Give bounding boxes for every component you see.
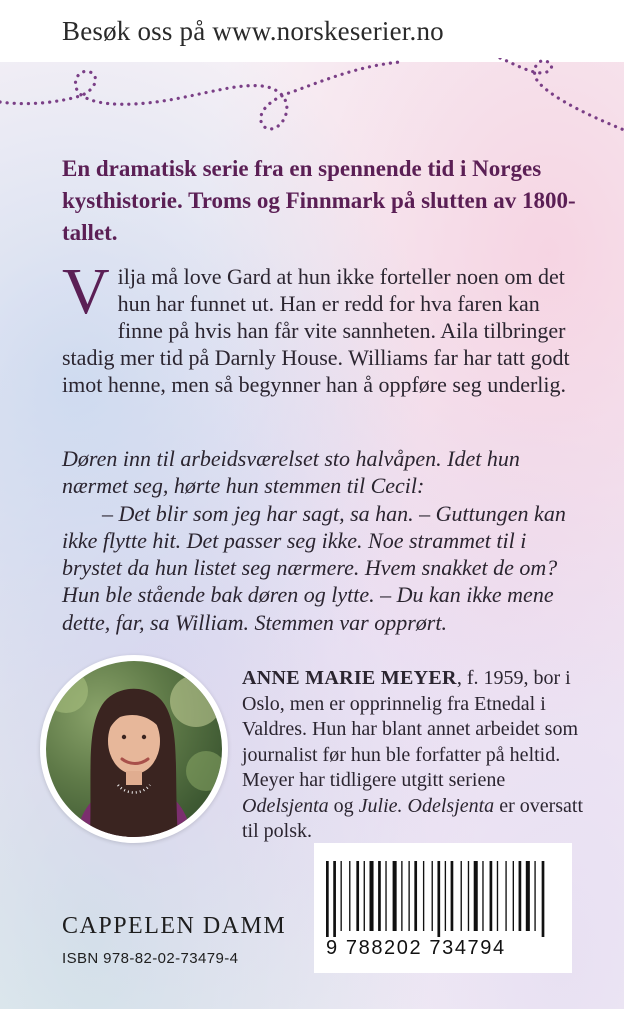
barcode-bar [408,861,409,931]
barcode-bar [349,861,350,931]
barcode-bar [505,861,506,931]
synopsis-text: ilja må love Gard at hun ikke forteller noen om det hun har funnet ut. Han er redd for hva faren kan finne på hvis han får vite sannheten. Aila tilbringer stadig mer tid på Darnly House. Williams far har tatt godt imot henne, men så begynner han å oppføre seg underlig. [62,264,570,397]
barcode-bar [468,861,469,931]
barcode-bar [370,861,374,931]
synopsis [62,255,582,398]
bio-text-end: er oversatt til polsk. [242,794,584,842]
publisher-logo: CAPPELEN DAMM [62,913,287,939]
series-intro: En dramatisk serie fra en spennende tid i Norges kysthistorie. Troms og Finnmark på slutten av 1800-tallet. [62,156,576,245]
barcode-bar [356,861,359,931]
barcode-bar [519,861,522,931]
dotted-swirl-decoration [0,58,624,148]
excerpt [62,445,582,636]
barcode-bar [474,861,478,931]
website-text: Besøk oss på www.norskeserier.no [62,16,444,46]
barcode-bar [513,861,514,931]
barcode-bar [333,861,336,937]
series-title-odelsjenta-translated: Odelsjenta [407,794,495,817]
author-name: ANNE MARIE MEYER [242,667,457,689]
barcode-bar [423,861,424,931]
bio-text-start: , f. 1959, bor i Oslo, men er opprinnelig fra Etnedal i Valdres. Hun har blant annet arbeidet som journalist før hun ble forfatter på heltid. Meyer har tidligere utgitt seriene [242,667,579,791]
barcode-bar [326,861,329,937]
series-title-odelsjenta: Odelsjenta [242,794,329,817]
barcode-bar [414,861,417,931]
series-title-julie: Julie. [358,794,403,817]
barcode [314,843,572,973]
barcode-bar [393,861,397,931]
author-portrait-illustration [46,661,222,837]
isbn: ISBN 978-82-02-73479-4 [62,950,239,967]
barcode-number: 9 788202 734794 [326,937,506,959]
barcode-bar [364,861,365,931]
barcode-bar [534,861,535,931]
barcode-bar [341,861,342,931]
author-bio [242,666,592,845]
barcode-bar [482,861,483,931]
author-photo [40,655,228,843]
barcode-bar [432,861,433,931]
bio-conjunction: og [328,794,359,817]
barcode-bar [490,861,493,931]
excerpt-line-2: – Det blir som jeg har sagt, sa han. – Guttungen kan ikke flytte hit. Det passer seg ikke. Noe strammet til i brystet da hun listet seg nærmere. Hvem snakket de om? Hun ble stående bak døren og lytte. – Du kan ikke mene dette, far, sa William. Stemmen var opprørt. [62,500,566,635]
barcode-bar [445,861,446,931]
barcode-bar [461,861,462,931]
barcode-bar [542,861,545,937]
barcode-bars [326,861,560,937]
barcode-bar [437,861,440,937]
barcode-bar [385,861,386,931]
website-banner [0,0,624,62]
barcode-bar [497,861,498,931]
barcode-bar [378,861,381,931]
barcode-bar [401,861,402,931]
barcode-bar [526,861,530,931]
barcode-bar [451,861,454,931]
excerpt-line-1: Døren inn til arbeidsværelset sto halvåpen. Idet hun nærmet seg, hørte hun stemmen til Cecil: [62,446,520,499]
drop-cap: V [62,255,110,328]
